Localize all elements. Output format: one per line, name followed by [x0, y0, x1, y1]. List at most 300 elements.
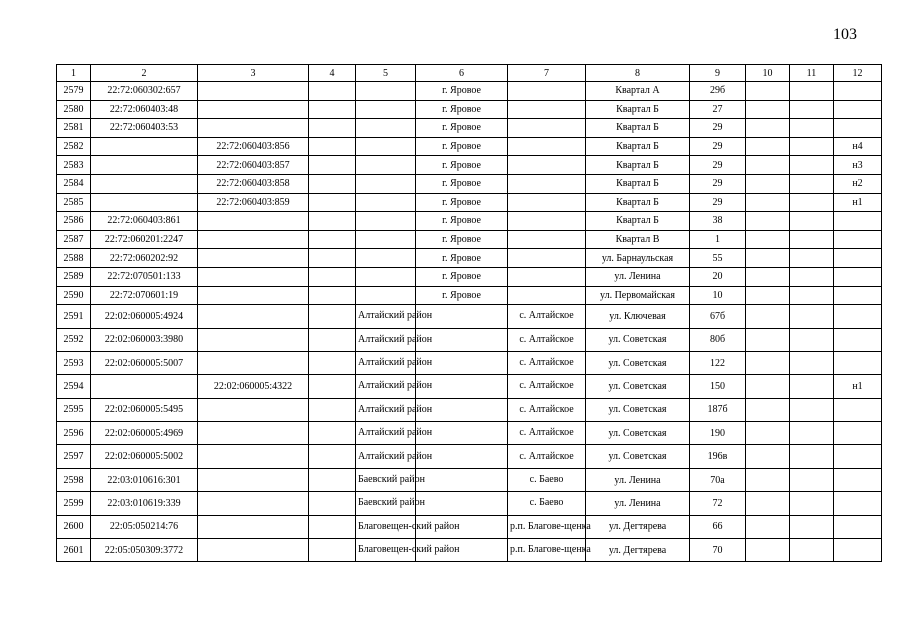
cell-district — [356, 230, 416, 249]
table-row — [57, 351, 882, 374]
cell-number: 2600 — [57, 515, 91, 538]
cell-new-cadastral-id — [198, 305, 309, 328]
cell-col10 — [746, 351, 790, 374]
cell-col4 — [309, 119, 356, 138]
cell-col10 — [746, 193, 790, 212]
cell-note — [834, 328, 882, 351]
cell-district — [356, 212, 416, 231]
cell-settlement: с. Алтайское — [508, 445, 586, 468]
cell-street: ул. Советская — [586, 445, 690, 468]
cell-settlement: с. Алтайское — [508, 305, 586, 328]
cell-street: Квартал Б — [586, 156, 690, 175]
column-header: 3 — [198, 65, 309, 82]
table-row — [57, 82, 882, 101]
cell-new-cadastral-id: 22:72:060403:856 — [198, 137, 309, 156]
cell-col4 — [309, 305, 356, 328]
cell-note — [834, 305, 882, 328]
cell-note — [834, 398, 882, 421]
cell-settlement — [508, 137, 586, 156]
cell-district — [356, 249, 416, 268]
cell-note — [834, 539, 882, 562]
cell-col10 — [746, 137, 790, 156]
cell-col11 — [790, 249, 834, 268]
cell-cadastral-id: 22:72:060302:657 — [91, 82, 198, 101]
cell-new-cadastral-id — [198, 82, 309, 101]
cell-col10 — [746, 174, 790, 193]
cell-col4 — [309, 351, 356, 374]
cell-cadastral-id: 22:02:060003:3980 — [91, 328, 198, 351]
cell-col10 — [746, 492, 790, 515]
cell-number: 2585 — [57, 193, 91, 212]
cell-settlement — [508, 267, 586, 286]
cell-settlement — [508, 100, 586, 119]
cell-col11 — [790, 398, 834, 421]
cell-note — [834, 445, 882, 468]
cell-col4 — [309, 422, 356, 445]
cell-house: 10 — [690, 286, 746, 305]
cell-col10 — [746, 305, 790, 328]
cell-settlement: с. Алтайское — [508, 398, 586, 421]
cell-col10 — [746, 422, 790, 445]
cell-number: 2588 — [57, 249, 91, 268]
cell-street: Квартал А — [586, 82, 690, 101]
cell-district: Баевский район — [356, 468, 416, 491]
cell-number: 2589 — [57, 267, 91, 286]
cell-number: 2579 — [57, 82, 91, 101]
cell-house: 29 — [690, 193, 746, 212]
cell-district: Алтайский район — [356, 445, 416, 468]
cell-house: 196в — [690, 445, 746, 468]
cell-city: г. Яровое — [416, 156, 508, 175]
cell-city: г. Яровое — [416, 82, 508, 101]
cell-house: 29 — [690, 137, 746, 156]
cell-street: ул. Дегтярева — [586, 539, 690, 562]
cell-cadastral-id: 22:72:060201:2247 — [91, 230, 198, 249]
cell-note — [834, 267, 882, 286]
table-row — [57, 539, 882, 562]
cell-new-cadastral-id — [198, 249, 309, 268]
cell-house: 190 — [690, 422, 746, 445]
cell-col10 — [746, 445, 790, 468]
cell-settlement: с. Баево — [508, 468, 586, 491]
cell-col4 — [309, 156, 356, 175]
cell-settlement: с. Баево — [508, 492, 586, 515]
cell-new-cadastral-id — [198, 267, 309, 286]
table-row — [57, 174, 882, 193]
column-header: 5 — [356, 65, 416, 82]
cell-settlement — [508, 286, 586, 305]
cell-col11 — [790, 286, 834, 305]
cell-house: 20 — [690, 267, 746, 286]
registry-table — [56, 64, 882, 562]
table-row — [57, 156, 882, 175]
cell-cadastral-id: 22:03:010619:339 — [91, 492, 198, 515]
cell-new-cadastral-id: 22:02:060005:4322 — [198, 375, 309, 398]
cell-number: 2582 — [57, 137, 91, 156]
cell-col10 — [746, 468, 790, 491]
cell-house: 29 — [690, 156, 746, 175]
cell-col10 — [746, 515, 790, 538]
cell-cadastral-id — [91, 137, 198, 156]
cell-settlement: с. Алтайское — [508, 375, 586, 398]
cell-col4 — [309, 492, 356, 515]
cell-settlement: с. Алтайское — [508, 328, 586, 351]
cell-district: Алтайский район — [356, 422, 416, 445]
cell-col4 — [309, 468, 356, 491]
cell-district: Алтайский район — [356, 398, 416, 421]
cell-new-cadastral-id — [198, 468, 309, 491]
table-row — [57, 249, 882, 268]
cell-new-cadastral-id — [198, 119, 309, 138]
cell-col4 — [309, 230, 356, 249]
table-row — [57, 100, 882, 119]
column-header: 2 — [91, 65, 198, 82]
cell-cadastral-id: 22:72:060403:48 — [91, 100, 198, 119]
table-row — [57, 305, 882, 328]
cell-col10 — [746, 286, 790, 305]
cell-col10 — [746, 328, 790, 351]
cell-new-cadastral-id: 22:72:060403:858 — [198, 174, 309, 193]
cell-city: г. Яровое — [416, 100, 508, 119]
cell-cadastral-id: 22:02:060005:5002 — [91, 445, 198, 468]
cell-street: ул. Советская — [586, 375, 690, 398]
cell-cadastral-id: 22:72:060202:92 — [91, 249, 198, 268]
cell-col10 — [746, 82, 790, 101]
cell-note — [834, 230, 882, 249]
cell-street: Квартал Б — [586, 193, 690, 212]
column-header: 12 — [834, 65, 882, 82]
cell-note — [834, 286, 882, 305]
cell-col11 — [790, 305, 834, 328]
cell-house: 66 — [690, 515, 746, 538]
cell-col11 — [790, 375, 834, 398]
cell-house: 187б — [690, 398, 746, 421]
cell-cadastral-id — [91, 156, 198, 175]
cell-house: 72 — [690, 492, 746, 515]
cell-street: Квартал Б — [586, 212, 690, 231]
cell-house: 70 — [690, 539, 746, 562]
cell-col11 — [790, 539, 834, 562]
cell-city: г. Яровое — [416, 174, 508, 193]
cell-cadastral-id: 22:03:010616:301 — [91, 468, 198, 491]
cell-cadastral-id: 22:02:060005:4924 — [91, 305, 198, 328]
table-row — [57, 398, 882, 421]
cell-col10 — [746, 212, 790, 231]
cell-col10 — [746, 100, 790, 119]
cell-district — [356, 137, 416, 156]
cell-col11 — [790, 212, 834, 231]
cell-col11 — [790, 492, 834, 515]
cell-number: 2583 — [57, 156, 91, 175]
cell-district — [356, 286, 416, 305]
cell-city — [416, 468, 508, 491]
cell-col11 — [790, 193, 834, 212]
cell-cadastral-id: 22:02:060005:5495 — [91, 398, 198, 421]
cell-house: 122 — [690, 351, 746, 374]
cell-house: 29б — [690, 82, 746, 101]
cell-city: г. Яровое — [416, 230, 508, 249]
cell-settlement — [508, 82, 586, 101]
cell-settlement — [508, 212, 586, 231]
cell-cadastral-id: 22:05:050309:3772 — [91, 539, 198, 562]
cell-col4 — [309, 267, 356, 286]
cell-house: 38 — [690, 212, 746, 231]
cell-district: Благовещен-ский район — [356, 539, 416, 562]
cell-district — [356, 193, 416, 212]
cell-city: г. Яровое — [416, 249, 508, 268]
cell-note: н1 — [834, 193, 882, 212]
cell-number: 2584 — [57, 174, 91, 193]
cell-district: Алтайский район — [356, 375, 416, 398]
cell-city: г. Яровое — [416, 212, 508, 231]
table-row — [57, 328, 882, 351]
cell-district — [356, 119, 416, 138]
cell-district — [356, 156, 416, 175]
cell-new-cadastral-id — [198, 351, 309, 374]
cell-cadastral-id: 22:72:060403:861 — [91, 212, 198, 231]
header-row — [57, 65, 882, 82]
column-header: 9 — [690, 65, 746, 82]
cell-cadastral-id — [91, 193, 198, 212]
column-header: 10 — [746, 65, 790, 82]
cell-district: Алтайский район — [356, 351, 416, 374]
cell-col4 — [309, 193, 356, 212]
cell-city: г. Яровое — [416, 137, 508, 156]
cell-col11 — [790, 119, 834, 138]
cell-new-cadastral-id — [198, 515, 309, 538]
cell-street: ул. Дегтярева — [586, 515, 690, 538]
cell-col4 — [309, 249, 356, 268]
cell-street: Квартал Б — [586, 137, 690, 156]
cell-note — [834, 492, 882, 515]
cell-col11 — [790, 468, 834, 491]
cell-col11 — [790, 267, 834, 286]
cell-house: 67б — [690, 305, 746, 328]
cell-settlement — [508, 249, 586, 268]
cell-city: г. Яровое — [416, 193, 508, 212]
cell-col4 — [309, 515, 356, 538]
cell-settlement — [508, 119, 586, 138]
page-number: 103 — [833, 26, 857, 43]
cell-settlement — [508, 230, 586, 249]
cell-number: 2587 — [57, 230, 91, 249]
cell-cadastral-id: 22:72:060403:53 — [91, 119, 198, 138]
table-row — [57, 137, 882, 156]
cell-col11 — [790, 422, 834, 445]
cell-street: Квартал В — [586, 230, 690, 249]
table-row — [57, 119, 882, 138]
cell-col10 — [746, 539, 790, 562]
cell-note: н3 — [834, 156, 882, 175]
cell-col11 — [790, 156, 834, 175]
cell-street: ул. Барнаульская — [586, 249, 690, 268]
cell-col11 — [790, 82, 834, 101]
cell-col11 — [790, 100, 834, 119]
cell-cadastral-id: 22:72:070601:19 — [91, 286, 198, 305]
cell-number: 2592 — [57, 328, 91, 351]
column-header: 11 — [790, 65, 834, 82]
cell-street: ул. Ленина — [586, 492, 690, 515]
cell-street: ул. Советская — [586, 328, 690, 351]
cell-house: 29 — [690, 174, 746, 193]
cell-city: г. Яровое — [416, 119, 508, 138]
cell-col10 — [746, 119, 790, 138]
cell-note: н1 — [834, 375, 882, 398]
cell-note — [834, 100, 882, 119]
cell-district: Баевский район — [356, 492, 416, 515]
cell-note — [834, 351, 882, 374]
cell-cadastral-id: 22:72:070501:133 — [91, 267, 198, 286]
cell-number: 2595 — [57, 398, 91, 421]
cell-col10 — [746, 398, 790, 421]
cell-col10 — [746, 375, 790, 398]
cell-col10 — [746, 267, 790, 286]
cell-new-cadastral-id — [198, 422, 309, 445]
cell-settlement: с. Алтайское — [508, 422, 586, 445]
table-row — [57, 230, 882, 249]
cell-col4 — [309, 328, 356, 351]
cell-col4 — [309, 398, 356, 421]
table-row — [57, 445, 882, 468]
cell-new-cadastral-id — [198, 398, 309, 421]
cell-street: ул. Советская — [586, 422, 690, 445]
cell-note — [834, 119, 882, 138]
cell-number: 2594 — [57, 375, 91, 398]
cell-cadastral-id: 22:02:060005:5007 — [91, 351, 198, 374]
cell-district — [356, 174, 416, 193]
table-row — [57, 422, 882, 445]
cell-street: ул. Ленина — [586, 468, 690, 491]
cell-district: Алтайский район — [356, 328, 416, 351]
cell-house: 80б — [690, 328, 746, 351]
cell-new-cadastral-id — [198, 100, 309, 119]
cell-col11 — [790, 351, 834, 374]
cell-new-cadastral-id — [198, 445, 309, 468]
cell-col10 — [746, 156, 790, 175]
cell-number: 2586 — [57, 212, 91, 231]
cell-col4 — [309, 445, 356, 468]
cell-house: 70а — [690, 468, 746, 491]
cell-number: 2596 — [57, 422, 91, 445]
cell-note — [834, 82, 882, 101]
cell-col4 — [309, 375, 356, 398]
cell-house: 55 — [690, 249, 746, 268]
table-row — [57, 193, 882, 212]
cell-col4 — [309, 539, 356, 562]
column-header: 1 — [57, 65, 91, 82]
cell-number: 2599 — [57, 492, 91, 515]
cell-col11 — [790, 328, 834, 351]
cell-street: ул. Ленина — [586, 267, 690, 286]
cell-number: 2581 — [57, 119, 91, 138]
cell-col4 — [309, 100, 356, 119]
cell-house: 27 — [690, 100, 746, 119]
cell-street: Квартал Б — [586, 100, 690, 119]
table-row — [57, 515, 882, 538]
cell-house: 1 — [690, 230, 746, 249]
column-header: 4 — [309, 65, 356, 82]
table-row — [57, 468, 882, 491]
table-row — [57, 212, 882, 231]
cell-street: Квартал Б — [586, 174, 690, 193]
cell-cadastral-id: 22:02:060005:4969 — [91, 422, 198, 445]
cell-new-cadastral-id — [198, 328, 309, 351]
column-header: 7 — [508, 65, 586, 82]
cell-col4 — [309, 137, 356, 156]
cell-number: 2580 — [57, 100, 91, 119]
cell-number: 2598 — [57, 468, 91, 491]
cell-cadastral-id — [91, 174, 198, 193]
cell-new-cadastral-id — [198, 286, 309, 305]
cell-number: 2590 — [57, 286, 91, 305]
cell-street: ул. Советская — [586, 351, 690, 374]
cell-district: Благовещен-ский район — [356, 515, 416, 538]
cell-new-cadastral-id — [198, 539, 309, 562]
cell-col10 — [746, 249, 790, 268]
table-row — [57, 492, 882, 515]
cell-number: 2591 — [57, 305, 91, 328]
cell-col11 — [790, 230, 834, 249]
cell-house: 150 — [690, 375, 746, 398]
cell-col11 — [790, 515, 834, 538]
cell-new-cadastral-id: 22:72:060403:857 — [198, 156, 309, 175]
cell-street: ул. Первомайская — [586, 286, 690, 305]
cell-new-cadastral-id — [198, 212, 309, 231]
cell-note: н4 — [834, 137, 882, 156]
cell-col11 — [790, 445, 834, 468]
cell-col11 — [790, 174, 834, 193]
cell-settlement: р.п. Благове-щенка — [508, 515, 586, 538]
cell-district — [356, 100, 416, 119]
cell-note — [834, 212, 882, 231]
cell-new-cadastral-id: 22:72:060403:859 — [198, 193, 309, 212]
cell-note — [834, 468, 882, 491]
cell-street: ул. Советская — [586, 398, 690, 421]
cell-settlement — [508, 156, 586, 175]
cell-col11 — [790, 137, 834, 156]
cell-col4 — [309, 286, 356, 305]
cell-district — [356, 82, 416, 101]
cell-col4 — [309, 212, 356, 231]
cell-settlement — [508, 174, 586, 193]
cell-cadastral-id — [91, 375, 198, 398]
cell-district — [356, 267, 416, 286]
table-row — [57, 375, 882, 398]
column-header: 6 — [416, 65, 508, 82]
cell-col4 — [309, 174, 356, 193]
cell-city: г. Яровое — [416, 267, 508, 286]
cell-note — [834, 422, 882, 445]
cell-note — [834, 515, 882, 538]
cell-cadastral-id: 22:05:050214:76 — [91, 515, 198, 538]
table-row — [57, 286, 882, 305]
cell-city — [416, 492, 508, 515]
column-header: 8 — [586, 65, 690, 82]
cell-new-cadastral-id — [198, 230, 309, 249]
cell-number: 2601 — [57, 539, 91, 562]
cell-new-cadastral-id — [198, 492, 309, 515]
cell-city: г. Яровое — [416, 286, 508, 305]
cell-settlement — [508, 193, 586, 212]
cell-number: 2597 — [57, 445, 91, 468]
cell-street: ул. Ключевая — [586, 305, 690, 328]
cell-note — [834, 249, 882, 268]
cell-district: Алтайский район — [356, 305, 416, 328]
cell-number: 2593 — [57, 351, 91, 374]
cell-note: н2 — [834, 174, 882, 193]
cell-settlement: р.п. Благове-щенка — [508, 539, 586, 562]
cell-street: Квартал Б — [586, 119, 690, 138]
